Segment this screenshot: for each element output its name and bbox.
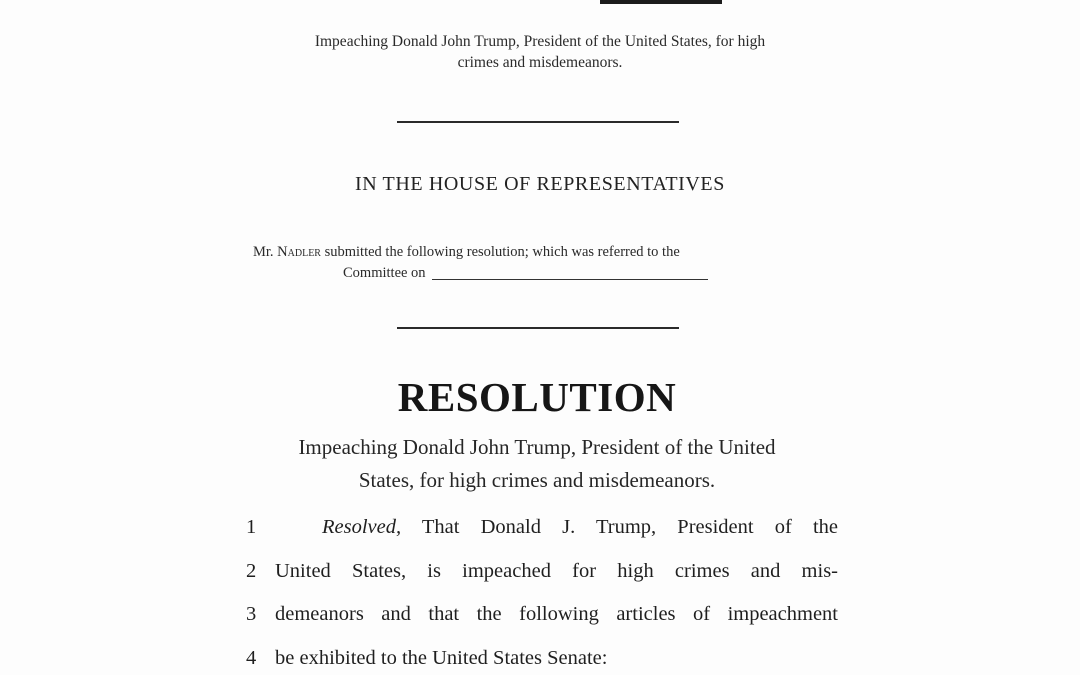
sponsor-prefix: Mr. bbox=[253, 244, 274, 260]
line-number: 1 bbox=[246, 516, 257, 538]
long-title-line-1: Impeaching Donald John Trump, President of the United bbox=[298, 435, 776, 459]
divider-rule bbox=[397, 327, 679, 329]
line-number: 3 bbox=[246, 603, 257, 625]
text-line bbox=[246, 647, 846, 675]
resolution-body bbox=[246, 516, 846, 675]
short-title-line-1: Impeaching Donald John Trump, President of the United States, for high bbox=[314, 33, 766, 50]
chamber-heading: IN THE HOUSE OF REPRESENTATIVES bbox=[355, 173, 725, 195]
resolved-clause: Resolved, bbox=[322, 516, 402, 538]
short-title-line-2: crimes and misdemeanors. bbox=[457, 54, 623, 71]
submission-text: submitted the following resolution; which was referred to the bbox=[324, 244, 680, 260]
sponsor-name: Nadler bbox=[277, 244, 321, 260]
long-title bbox=[240, 431, 834, 497]
text-line bbox=[246, 560, 846, 604]
text-line bbox=[246, 603, 846, 647]
line-number: 4 bbox=[246, 646, 257, 669]
divider-rule bbox=[397, 121, 679, 123]
line-text: demeanors and that the following articles of impeachment bbox=[275, 603, 838, 625]
line-text: United States, is impeached for high crimes and mis- bbox=[275, 559, 838, 582]
committee-label: Committee on bbox=[343, 265, 426, 281]
short-title bbox=[230, 31, 850, 73]
line-text: be exhibited to the United States Senate: bbox=[275, 646, 608, 669]
committee-blank-line bbox=[432, 265, 708, 280]
text-line bbox=[246, 516, 846, 560]
submission-statement bbox=[253, 242, 833, 284]
resolution-heading: RESOLUTION bbox=[397, 374, 677, 420]
line-number: 2 bbox=[246, 559, 257, 582]
header-rule bbox=[600, 0, 722, 4]
line-text bbox=[322, 516, 838, 539]
long-title-line-2: States, for high crimes and misdemeanors. bbox=[358, 468, 716, 492]
line-text-rest: That Donald J. Trump, President of the bbox=[421, 516, 838, 538]
